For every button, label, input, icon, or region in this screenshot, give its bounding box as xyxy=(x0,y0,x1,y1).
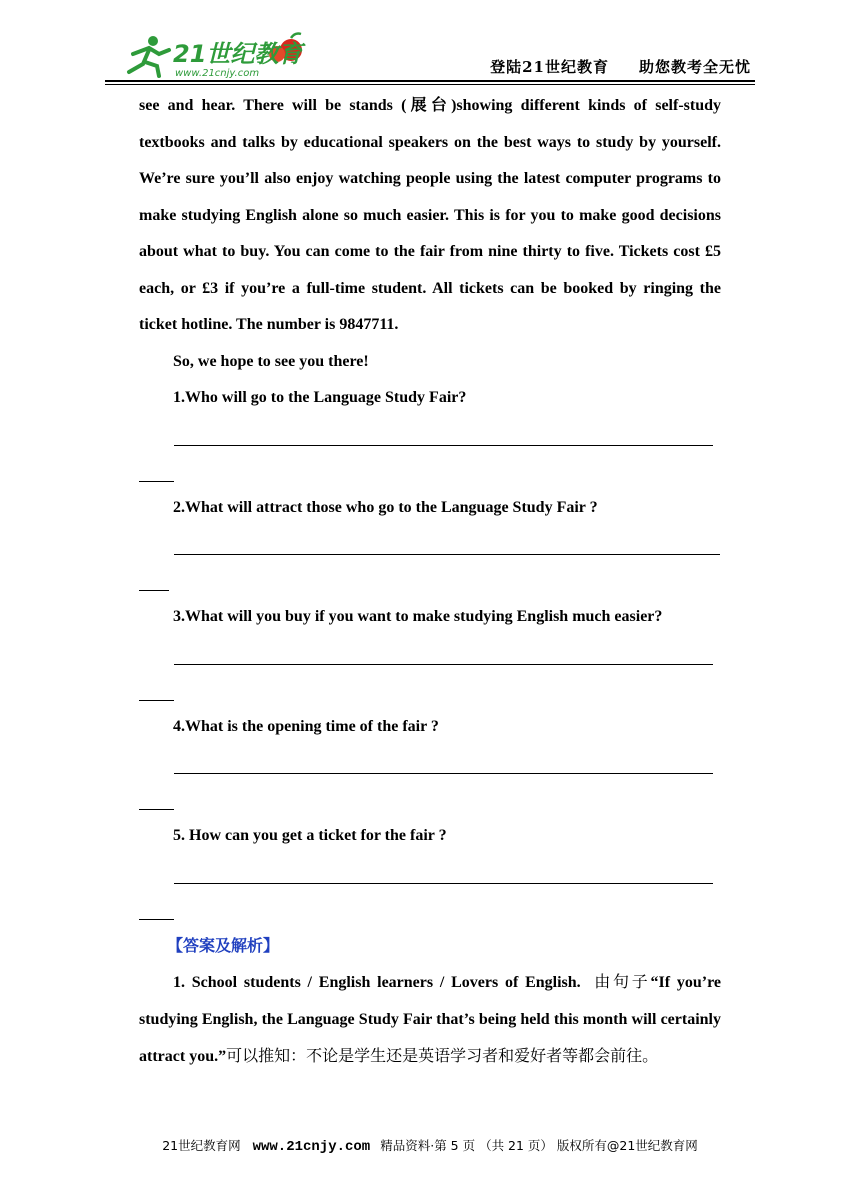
logo-text: 21世纪教育 xyxy=(173,40,303,68)
slogan-login: 登陆21世纪教育 xyxy=(490,58,609,76)
answer-blank-4[interactable] xyxy=(139,745,721,818)
header-rule-thin xyxy=(105,84,755,85)
answer-blank-line xyxy=(174,664,713,665)
answer-blank-line xyxy=(174,773,713,774)
document-body xyxy=(139,88,721,1076)
answer-blank-2[interactable] xyxy=(139,526,721,599)
answer-blank-line xyxy=(174,445,713,446)
question-3: 3.What will you buy if you want to make studying English much easier? xyxy=(173,608,663,625)
header-rule xyxy=(105,80,755,82)
running-figure-icon xyxy=(129,36,169,76)
answer-1-quote-prefix: 由句子 xyxy=(594,972,651,991)
answer-blank-5[interactable] xyxy=(139,855,721,928)
answer-blank-line-end xyxy=(139,590,169,591)
question-2: 2.What will attract those who go to the Language Study Fair ? xyxy=(173,498,598,516)
answer-1-explain: 可以推知：不论是学生还是英语学习者和爱好者等都会前往。 xyxy=(226,1046,659,1065)
answer-1-explanation xyxy=(139,964,721,1076)
passage-closing: So, we hope to see you there! xyxy=(173,352,369,370)
answer-blank-line-end xyxy=(139,809,174,810)
question-4: 4.What is the opening time of the fair ? xyxy=(173,717,439,735)
header-slogan xyxy=(490,56,751,77)
passage-paragraph: see and hear. There will be stands (展台)showing different kinds of self-study textbooks and talks by educational speakers on the best ways to study by yourself. We’re sure you’ll also enjoy watching people using the latest computer programs to make studying English alone so much easier. This is for you to make good decisions about what to buy. You can come to the fair from nine thirty to five. Tickets cost £5 each, or £3 if you’re a full-time student. All tickets can be booked by ringing the ticket hotline. The number is 9847711. xyxy=(139,97,721,333)
answer-1-quote: “If you’re studying English, the Language Study Fair that’s being held this month will certainly attract you.” xyxy=(139,974,721,1065)
footer-copyright: 版权所有@21世纪教育网 xyxy=(556,1138,698,1153)
answer-blank-1[interactable] xyxy=(139,417,721,490)
footer-site-name: 21世纪教育网 xyxy=(162,1138,241,1153)
slogan-help: 助您教考全无忧 xyxy=(638,58,751,76)
answer-blank-line xyxy=(174,554,720,555)
answer-blank-line xyxy=(174,883,713,884)
answers-section-label: 【答案及解析】 xyxy=(167,935,280,955)
answer-blank-line-end xyxy=(139,919,174,920)
footer-site-url[interactable]: www.21cnjy.com xyxy=(252,1139,371,1155)
answer-blank-line-end xyxy=(139,700,174,701)
question-5: 5. How can you get a ticket for the fair ? xyxy=(173,827,447,844)
page-footer xyxy=(0,1136,860,1155)
page-header xyxy=(105,30,755,82)
answer-1-text: 1. School students / English learners / Lovers of English. xyxy=(173,974,581,991)
footer-page-info: 精品资料·第 5 页 （共 21 页） xyxy=(380,1138,553,1153)
question-1: 1.Who will go to the Language Study Fair? xyxy=(173,389,467,406)
answer-blank-line-end xyxy=(139,481,174,482)
site-logo xyxy=(113,32,313,80)
answer-blank-3[interactable] xyxy=(139,636,721,709)
logo-url: www.21cnjy.com xyxy=(175,68,260,79)
